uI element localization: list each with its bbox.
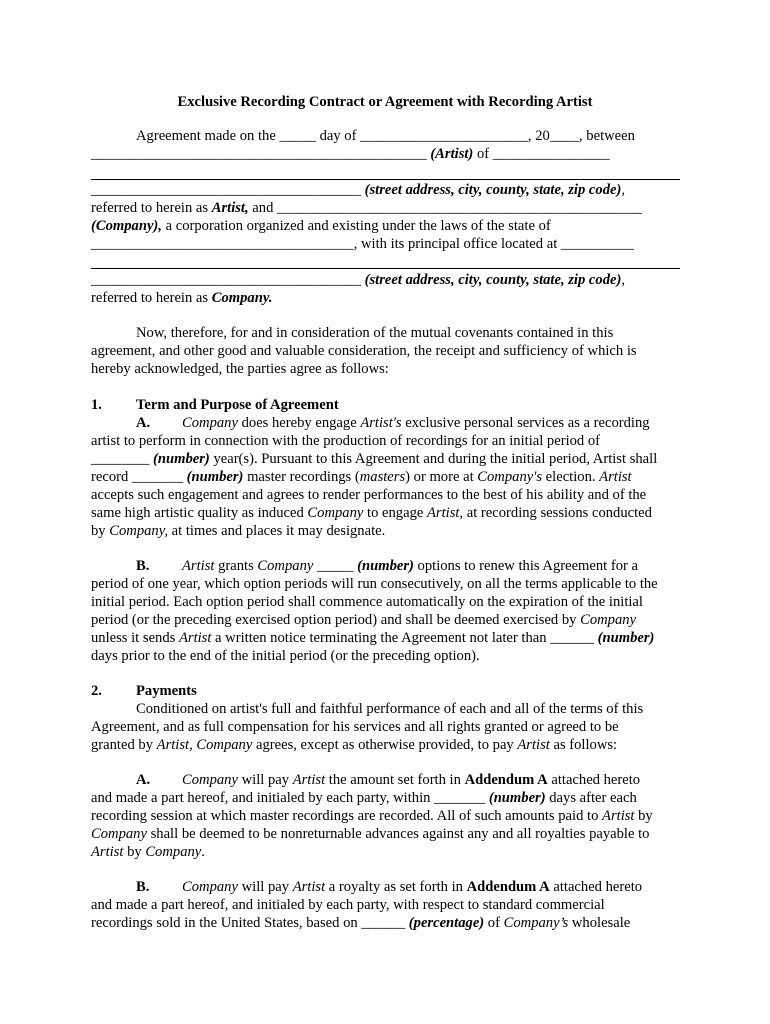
s2-b-line-2: and made a part hereof, and initialed by each party, with respect to standard commercial [91,897,605,913]
s1-a-line-7: by Company, at times and places it may designate. [91,523,386,539]
section-number: 2. [91,683,102,699]
preamble-line-5: referred to herein as Artist, and __________________________________________________ [91,200,642,216]
s2-a-line-4: Company shall be deemed to be nonreturnable advances against any and all royalties payable to [91,826,650,842]
s2-a-line-3: recording session at which master recordings are recorded. All of such amounts paid to Artist by [91,808,653,824]
s1-b-line-3: initial period. Each option period shall commence automatically on the expiration of the initial [91,594,643,610]
s2-b-line-3: recordings sold in the United States, based on ______ (percentage) of Company’s wholesale [91,915,631,931]
preamble-line-10: referred to herein as Company. [91,290,273,306]
s1-a-line-1: A. Company does hereby engage Artist's exclusive personal services as a recording [136,415,650,431]
s1-b-line-2: period of one year, which option periods will run consecutively, on all the terms applicable to the [91,576,658,592]
s2-line-3: granted by Artist, Company agrees, except as otherwise provided, to pay Artist as follows: [91,737,618,753]
s1-a-line-3: ________ (number) year(s). Pursuant to this Agreement and during the initial period, Artist shall [91,451,658,467]
s1-a-line-6: same high artistic quality as induced Company to engage Artist, at recording sessions conducted [91,505,652,521]
document-title: Exclusive Recording Contract or Agreement with Recording Artist [177,94,593,110]
s1-b-line-1: B. Artist grants Company _____ (number) options to renew this Agreement for a [136,558,639,574]
s1-b-line-6: days prior to the end of the initial period (or the preceding option). [91,648,480,664]
blank-rule [91,179,680,180]
preamble-line-6: (Company), a corporation organized and existing under the laws of the state of [91,218,551,234]
s1-a-line-4: record _______ (number) master recordings (masters) or more at Company's election. Artist [91,469,632,485]
s1-a-line-5: accepts such engagement and agrees to render performances to the best of his ability and of the [91,487,647,503]
s2-line-2: Agreement, and as full compensation for his services and all rights granted or agreed to be [91,719,619,735]
s1-b-line-5: unless it sends Artist a written notice terminating the Agreement not later than ______ (number) [91,630,655,646]
preamble-line-9: _____________________________________ (street address, city, county, state, zip code), [91,272,625,288]
section-1-heading [91,396,339,414]
section-title: Term and Purpose of Agreement [136,397,339,413]
blank-rule [91,268,680,269]
recital-line-2: agreement, and other good and valuable consideration, the receipt and sufficiency of which is [91,343,637,359]
recital-line-1: Now, therefore, for and in consideration of the mutual covenants contained in this [136,325,614,341]
section-2-heading [91,682,197,700]
section-number: 1. [91,397,102,413]
s1-a-line-2: artist to perform in connection with the production of recordings for an initial period of [91,433,601,449]
s2-line-1: Conditioned on artist's full and faithful performance of each and all of the terms of this [136,701,644,717]
preamble-line-4: _____________________________________ (street address, city, county, state, zip code), [91,182,625,198]
preamble-line-7: ____________________________________, with its principal office located at __________ [91,236,634,252]
s1-b-line-4: period (or the preceding exercised option period) and shall be deemed exercised by Company [91,612,637,628]
s2-b-line-1: B. Company will pay Artist a royalty as set forth in Addendum A attached hereto [136,879,643,895]
s2-a-line-1: A. Company will pay Artist the amount set forth in Addendum A attached hereto [136,772,641,788]
preamble-line-1: Agreement made on the _____ day of _______________________, 20____, between [136,128,635,144]
preamble-line-2: ______________________________________________ (Artist) of ________________ [91,146,610,162]
s2-a-line-5: Artist by Company. [91,844,205,860]
recital-line-3: hereby acknowledged, the parties agree as follows: [91,361,389,377]
section-title: Payments [136,683,197,699]
s2-a-line-2: and made a part hereof, and initialed by each party, within _______ (number) days after each [91,790,637,806]
